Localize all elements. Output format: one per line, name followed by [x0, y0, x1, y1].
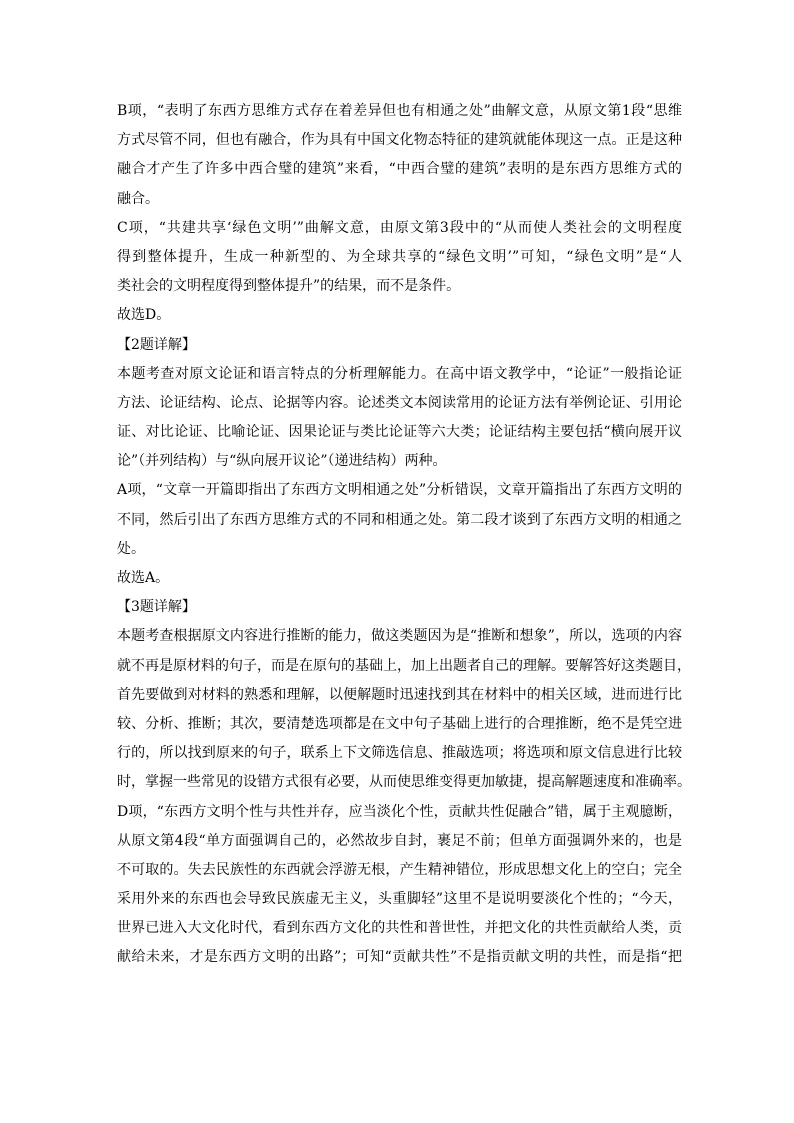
text-line: 采用外来的东西也会导致民族虚无主义，头重脚轻”这里不是说明要淡化个性的；“今天，	[117, 891, 682, 908]
text-line: 融合。	[117, 190, 159, 207]
text-line: 方式尽管不同，但也有融合，作为具有中国文化物态特征的建筑就能体现这一点。正是这种	[117, 132, 682, 149]
text-line: 世界已进入大文化时代，看到东西方文化的共性和普世性，并把文化的共性贡献给人类，贡	[117, 920, 682, 937]
text-line: 类社会的文明程度得到整体提升”的结果，而不是条件。	[117, 278, 461, 295]
text-line: 本题考查对原文论证和语言特点的分析理解能力。在高中语文教学中，“论证”一般指论证	[117, 365, 682, 382]
text-line: A项，“文章一开篇即指出了东西方文明相通之处”分析错误，文章开篇指出了东西方文明的	[117, 482, 682, 499]
text-line: 本题考查根据原文内容进行推断的能力，做这类题因为是“推断和想象”，所以，选项的内容	[117, 628, 682, 645]
text-line: 故选D。	[117, 307, 171, 324]
text-line: 融合才产生了许多中西合璧的建筑”来看，“中西合璧的建筑”表明的是东西方思维方式的	[117, 161, 682, 178]
text-line: 时，掌握一些常见的设错方式很有必要，从而使思维变得更加敏捷，提高解题速度和准确率。	[117, 774, 691, 791]
text-line: 行的，所以找到原来的句子，联系上下文筛选信息、推敲选项；将选项和原文信息进行比较	[117, 745, 682, 762]
text-line: D项，“东西方文明个性与共性并存，应当淡化个性，贡献共性促融合”错，属于主观臆断，	[117, 803, 682, 820]
text-line: 论”（并列结构）与“纵向展开议论”（递进结构）两种。	[117, 453, 447, 470]
text-line: 证、对比论证、比喻论证、因果论证与类比论证等六大类；论证结构主要包括“横向展开议	[117, 424, 682, 441]
text-line: 处。	[117, 540, 145, 557]
document-body	[117, 97, 691, 973]
text-line: 方法、论证结构、论点、论据等内容。论述类文本阅读常用的论证方法有举例论证、引用论	[117, 394, 682, 411]
text-line: 较、分析、推断；其次，要清楚选项都是在文中句子基础上进行的合理推断，绝不是凭空进	[117, 715, 682, 732]
text-line: 献给未来，才是东西方文明的出路”；可知“贡献共性”不是指贡献文明的共性，而是指“把	[117, 949, 682, 966]
text-line: 【2题详解】	[117, 336, 196, 353]
text-line: 不可取的。失去民族性的东西就会浮游无根，产生精神错位，形成思想文化上的空白；完全	[117, 861, 682, 878]
text-line: C项，“共建共享‘绿色文明’”曲解文意，由原文第3段中的“从而使人类社会的文明程度	[117, 219, 682, 236]
text-line: 【3题详解】	[117, 599, 196, 616]
text-line: B项，“表明了东西方思维方式存在着差异但也有相通之处”曲解文意，从原文第1段“思维	[117, 103, 682, 119]
text-line: 从原文第4段“单方面强调自己的，必然故步自封，裹足不前；但单方面强调外来的，也是	[117, 832, 682, 849]
text-line: 不同，然后引出了东西方思维方式的不同和相通之处。第二段才谈到了东西方文明的相通之	[117, 511, 682, 528]
text-line: 就不再是原材料的句子，而是在原句的基础上，加上出题者自己的理解。要解答好这类题目，	[117, 657, 691, 674]
text-line: 得到整体提升，生成一种新型的、为全球共享的“绿色文明’”可知，“绿色文明”是“人	[117, 248, 682, 265]
text-line: 首先要做到对材料的熟悉和理解，以便解题时迅速找到其在材料中的相关区域，进而进行比	[117, 686, 682, 703]
text-line: 故选A。	[117, 570, 170, 586]
